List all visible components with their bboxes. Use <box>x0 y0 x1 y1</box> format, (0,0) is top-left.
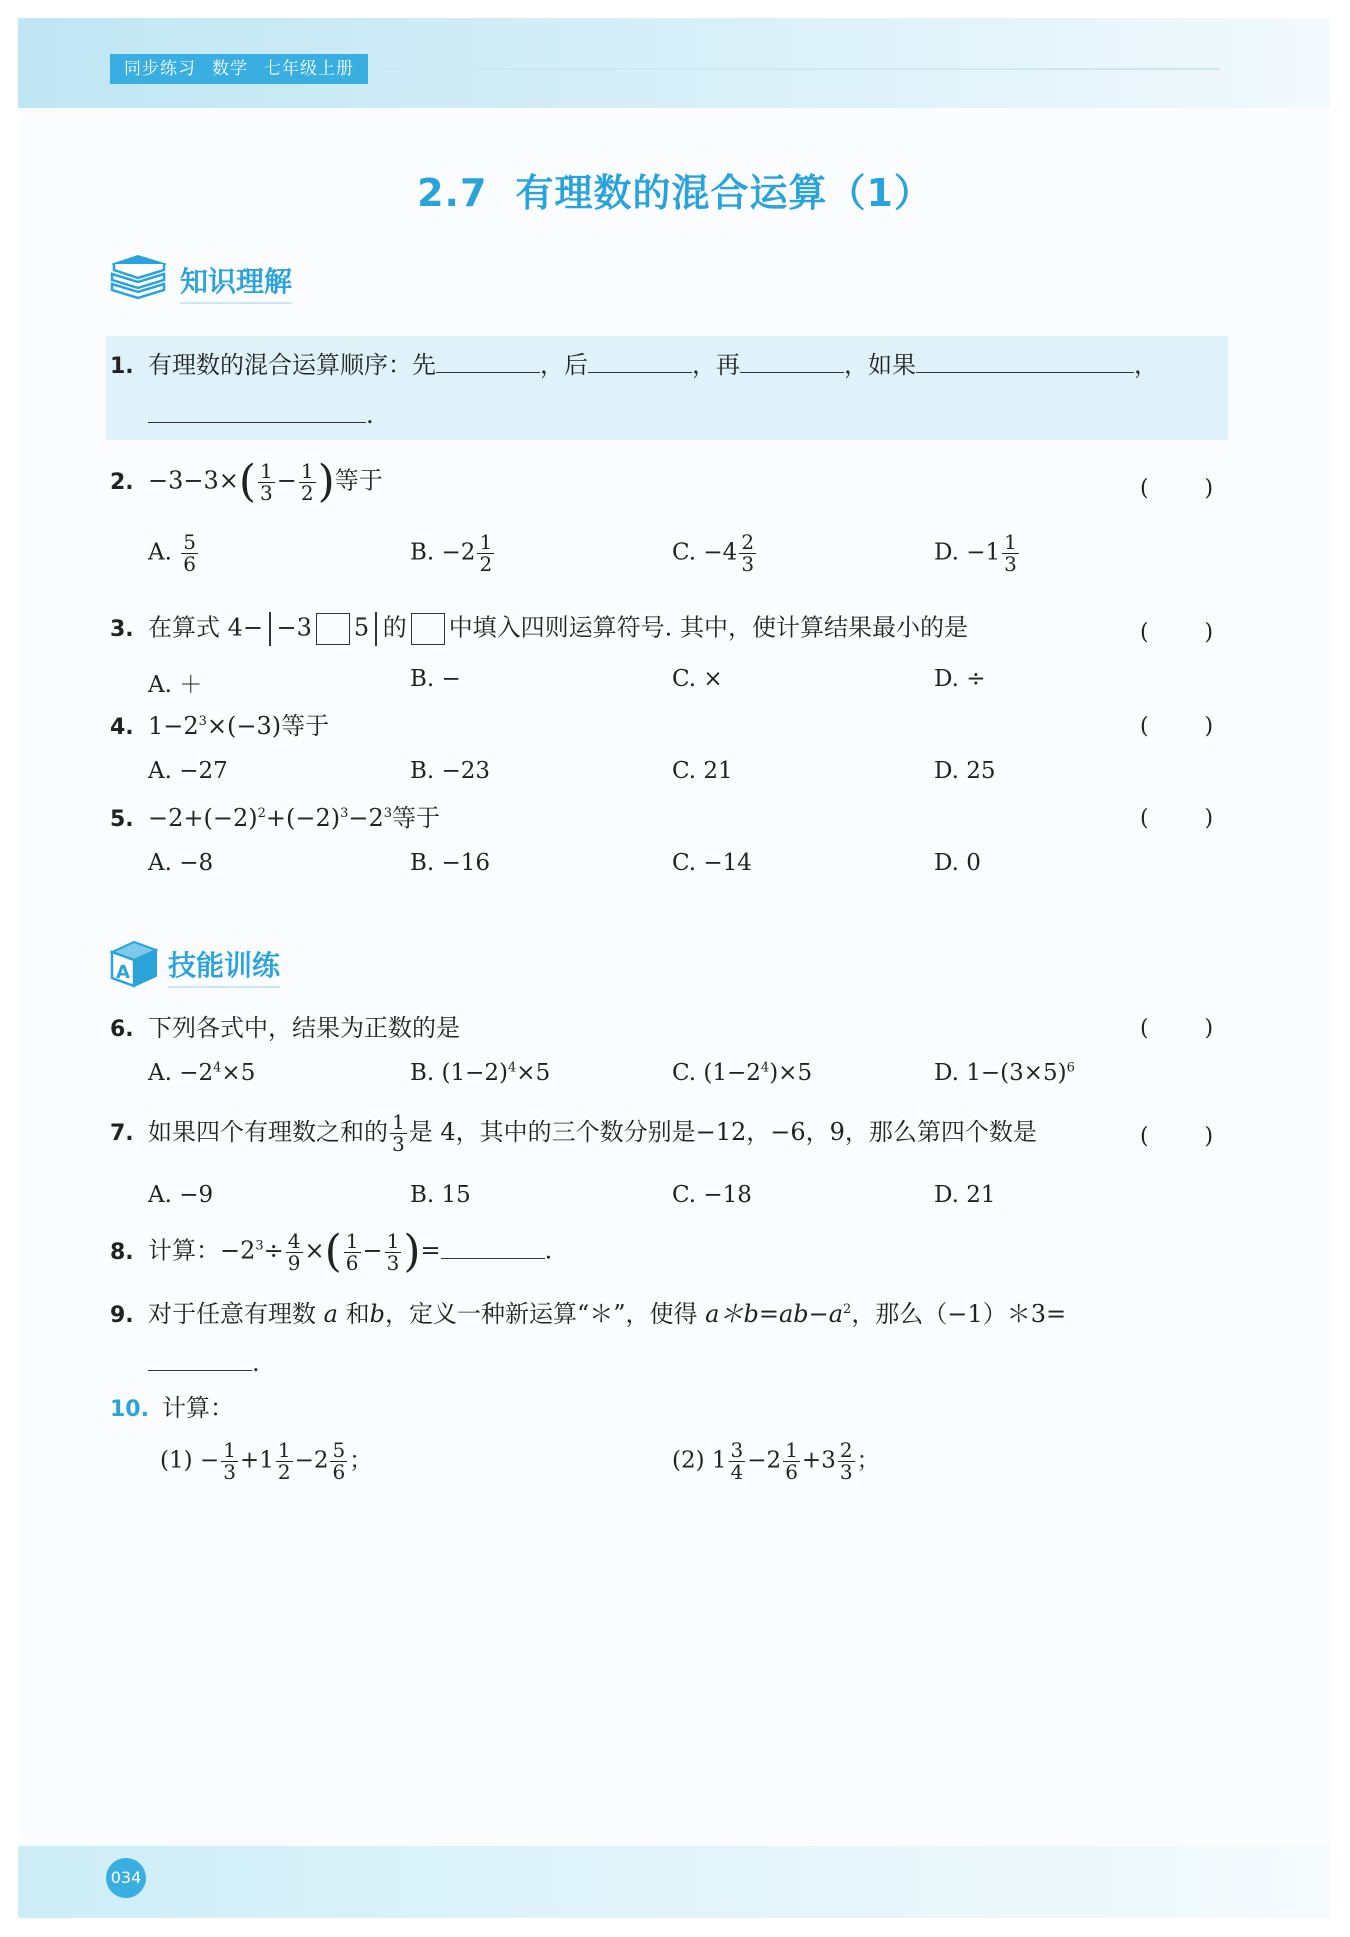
option-a[interactable] <box>148 1060 255 1086</box>
q8-op: = <box>420 1236 441 1265</box>
question-number: 1. <box>110 354 134 379</box>
whole-part: −4 <box>703 539 738 566</box>
exponent: 3 <box>255 1238 264 1254</box>
option-d[interactable] <box>934 1060 1075 1086</box>
option-c[interactable]: C. −18 <box>672 1182 752 1208</box>
numerator: 1 <box>392 1110 405 1134</box>
option-label: B. <box>410 539 435 566</box>
q3-mid: 的 <box>382 613 407 642</box>
answer-parentheses[interactable]: ( ) <box>1140 1124 1214 1149</box>
option-expr: ×5 <box>221 1060 256 1086</box>
numerator: 1 <box>345 1228 359 1253</box>
q9-text: ，定义一种新运算“＊”，使得 <box>384 1300 698 1328</box>
question-1 <box>110 350 1158 380</box>
question-number: 8. <box>110 1239 134 1265</box>
page-number: 034 <box>106 1858 146 1898</box>
denominator: 3 <box>260 480 273 505</box>
option-d[interactable]: D. 21 <box>934 1182 996 1208</box>
denominator: 4 <box>730 1460 744 1484</box>
part-expr: −2 <box>747 1447 782 1474</box>
denominator: 9 <box>287 1250 301 1275</box>
exponent: 4 <box>760 1060 770 1076</box>
q9-text: 对于任意有理数 <box>148 1300 316 1328</box>
q3-post: 中填入四则运算符号. 其中，使计算结果最小的是 <box>448 613 968 642</box>
numerator: 1 <box>300 458 314 483</box>
part-expr: −2 <box>294 1447 329 1474</box>
question-5 <box>110 804 440 833</box>
q6-text: 下列各式中，结果为正数的是 <box>148 1014 460 1042</box>
denominator: 2 <box>300 480 314 505</box>
question-number: 7. <box>110 1121 134 1146</box>
left-paren: ( <box>324 1226 342 1277</box>
denominator: 2 <box>479 552 493 576</box>
question-number: 6. <box>110 1017 134 1042</box>
fraction <box>739 532 756 575</box>
svg-text:A: A <box>116 962 130 983</box>
option-a[interactable]: A. −9 <box>148 1182 214 1208</box>
denominator: 3 <box>392 1132 405 1156</box>
problem-part-2 <box>672 1440 880 1483</box>
question-number: 3. <box>110 616 134 642</box>
exponent: 2 <box>843 1302 852 1317</box>
answer-parentheses[interactable]: ( ) <box>1140 620 1214 645</box>
option-b[interactable]: B. −16 <box>410 850 491 876</box>
left-paren: ( <box>238 456 257 507</box>
question-9-continued <box>148 1348 260 1378</box>
denominator: 2 <box>277 1460 291 1484</box>
fraction <box>221 1440 238 1483</box>
footer-band <box>18 1846 1330 1918</box>
option-expr: ×5 <box>516 1060 551 1086</box>
option-d[interactable]: D. 0 <box>934 850 981 876</box>
q9-expr: a＊b <box>705 1300 759 1328</box>
q4-expr-tail: ×(−3)等于 <box>206 712 330 740</box>
question-4 <box>110 712 329 741</box>
section-number: 2.7 <box>417 171 488 215</box>
numerator: 1 <box>1004 530 1017 554</box>
part-label: (2) <box>672 1447 705 1474</box>
answer-blank[interactable] <box>740 350 844 373</box>
q1-seg2: ，再 <box>692 351 740 379</box>
numerator: 1 <box>479 530 493 554</box>
numerator: 1 <box>785 1438 798 1462</box>
q3-term: 5 <box>353 613 370 642</box>
fraction <box>385 1228 402 1275</box>
option-expr: B. (1−2) <box>410 1060 509 1086</box>
part-end: ； <box>856 1447 880 1474</box>
option-b[interactable]: B. 15 <box>410 1182 471 1208</box>
page-title <box>0 162 1350 217</box>
fraction <box>299 458 316 505</box>
exponent: 3 <box>383 806 393 821</box>
q1-seg3: ，如果 <box>844 351 916 379</box>
q3-pre: 在算式 4− <box>148 613 264 642</box>
option-c[interactable]: C. × <box>672 666 723 692</box>
option-label: A. <box>148 539 172 566</box>
q8-op: × <box>304 1236 325 1265</box>
numerator: 1 <box>223 1438 236 1462</box>
q7-post: 是 4，其中的三个数分别是−12，−6，9，那么第四个数是 <box>408 1118 1037 1146</box>
denominator: 3 <box>1004 552 1017 576</box>
q2-tail: 等于 <box>334 466 383 495</box>
option-label: C. <box>672 539 697 566</box>
denominator: 3 <box>839 1460 853 1484</box>
fraction <box>783 1440 800 1483</box>
header-rule <box>380 68 1220 70</box>
q5-expr: +(−2) <box>265 804 341 832</box>
option-d[interactable]: D. ÷ <box>934 666 986 692</box>
numerator: 4 <box>287 1228 301 1253</box>
denominator: 3 <box>741 552 755 576</box>
option-a[interactable]: A. −8 <box>148 850 214 876</box>
question-6 <box>110 1014 460 1043</box>
question-9 <box>110 1300 1066 1329</box>
question-7 <box>110 1112 1037 1155</box>
q1-text: 有理数的混合运算顺序：先 <box>148 351 436 379</box>
answer-blank[interactable] <box>436 350 540 373</box>
denominator: 6 <box>332 1460 346 1484</box>
numerator: 1 <box>260 458 273 483</box>
answer-blank[interactable] <box>441 1236 545 1259</box>
question-number: 10. <box>110 1397 149 1422</box>
denominator: 6 <box>183 552 196 576</box>
q5-tail: 等于 <box>392 804 441 832</box>
operator-box[interactable] <box>316 613 350 645</box>
option-c[interactable] <box>672 1060 812 1086</box>
option-a[interactable] <box>148 532 200 575</box>
option-b[interactable]: B. −23 <box>410 758 491 784</box>
answer-parentheses[interactable]: ( ) <box>1140 806 1214 831</box>
header-tag-grade: 七年级上册 <box>264 59 354 79</box>
part-end: ； <box>349 1447 373 1474</box>
numerator: 5 <box>183 530 196 554</box>
section-understanding-label: 知识理解 <box>180 260 292 304</box>
option-c[interactable]: C. −14 <box>672 850 752 876</box>
section-title: 有理数的混合运算（1） <box>515 171 933 215</box>
option-b[interactable] <box>410 1060 550 1086</box>
q1-seg1: ，后 <box>540 351 588 379</box>
header-tag-subject: 数学 <box>212 59 248 79</box>
operator-box[interactable] <box>411 613 445 645</box>
fraction <box>181 532 198 575</box>
right-paren: ) <box>403 1226 421 1277</box>
exponent: 4 <box>213 1060 222 1076</box>
fraction <box>390 1112 407 1155</box>
option-c[interactable] <box>672 532 758 575</box>
answer-blank[interactable] <box>148 400 366 423</box>
section-skills-label: 技能训练 <box>168 944 280 988</box>
fraction <box>1002 532 1019 575</box>
fraction <box>477 532 494 575</box>
option-expr: )×5 <box>769 1060 813 1086</box>
question-number: 5. <box>110 807 134 832</box>
part-label: (1) <box>160 1447 193 1474</box>
part-expr: +1 <box>239 1447 274 1474</box>
q9-expr: ab−a <box>778 1300 844 1328</box>
books-icon <box>108 254 168 300</box>
abs-bar <box>269 612 271 646</box>
q10-text: 计算： <box>162 1394 234 1422</box>
question-10 <box>110 1394 234 1423</box>
answer-blank[interactable] <box>148 1348 252 1371</box>
answer-parentheses[interactable]: ( ) <box>1140 1016 1214 1041</box>
option-b[interactable]: B. − <box>410 666 461 692</box>
option-expr: D. 1−(3×5) <box>934 1060 1067 1086</box>
denominator: 6 <box>345 1250 359 1275</box>
numerator: 3 <box>730 1438 744 1462</box>
q8-expr: 计算：−2 <box>148 1236 256 1265</box>
option-a[interactable]: A. −27 <box>148 758 228 784</box>
q7-pre: 如果四个有理数之和的 <box>148 1118 388 1146</box>
option-c[interactable]: C. 21 <box>672 758 733 784</box>
fraction <box>276 1440 293 1483</box>
option-expr: A. −2 <box>148 1060 214 1086</box>
denominator: 3 <box>386 1250 400 1275</box>
q3-term: −3 <box>276 613 312 642</box>
option-d[interactable] <box>934 532 1021 575</box>
exponent: 6 <box>1066 1060 1075 1076</box>
fraction <box>258 458 275 505</box>
exponent: 2 <box>257 806 266 821</box>
q8-end: . <box>544 1236 553 1265</box>
fraction <box>729 1440 746 1483</box>
numerator: 5 <box>332 1438 346 1462</box>
question-1-continued <box>148 400 374 430</box>
q9-text: 和 <box>345 1300 370 1328</box>
letter-a-cube-icon <box>108 938 160 988</box>
variable: a <box>323 1300 338 1328</box>
denominator: 3 <box>223 1460 236 1484</box>
part-expr: +3 <box>801 1447 836 1474</box>
part-expr: − <box>199 1447 220 1474</box>
part-expr: 1 <box>711 1447 727 1474</box>
whole-part: −1 <box>966 539 1001 566</box>
question-3 <box>110 612 968 646</box>
q9-text: ，那么（−1）＊3= <box>851 1300 1067 1328</box>
q5-expr: −2 <box>348 804 384 832</box>
question-8 <box>110 1226 553 1277</box>
answer-blank[interactable] <box>588 350 692 373</box>
numerator: 2 <box>839 1438 853 1462</box>
option-label: D. <box>934 539 959 566</box>
exponent: 3 <box>340 806 349 821</box>
denominator: 6 <box>785 1460 798 1484</box>
q9-op: = <box>758 1300 779 1328</box>
numerator: 1 <box>277 1438 291 1462</box>
fraction <box>330 1440 347 1483</box>
exponent: 3 <box>198 714 207 729</box>
right-paren: ) <box>317 456 335 507</box>
question-2 <box>110 456 383 507</box>
q2-lead: −3−3× <box>148 466 239 495</box>
header-tag-series: 同步练习 <box>124 59 196 79</box>
exponent: 4 <box>508 1060 517 1076</box>
q9-end: . <box>252 1349 260 1377</box>
whole-part: −2 <box>441 539 476 566</box>
fraction <box>286 1228 303 1275</box>
answer-parentheses[interactable]: ( ) <box>1140 714 1214 739</box>
q4-expr: 1−2 <box>148 712 199 740</box>
option-a[interactable]: A. ＋ <box>148 672 203 698</box>
q2-minus: − <box>276 466 297 495</box>
q5-expr: −2+(−2) <box>148 804 258 832</box>
q1-seg4: ， <box>1134 351 1158 379</box>
fraction <box>838 1440 855 1483</box>
option-expr: C. (1−2 <box>672 1060 761 1086</box>
header-tag <box>110 54 368 84</box>
answer-blank[interactable] <box>916 350 1134 373</box>
q1-end: . <box>366 401 374 429</box>
option-d[interactable]: D. 25 <box>934 758 996 784</box>
question-number: 9. <box>110 1303 134 1328</box>
variable: b <box>369 1300 385 1328</box>
question-number: 4. <box>110 715 134 740</box>
option-b[interactable] <box>410 532 496 575</box>
numerator: 2 <box>741 530 755 554</box>
numerator: 1 <box>386 1228 400 1253</box>
q8-op: ÷ <box>263 1236 284 1265</box>
answer-parentheses[interactable]: ( ) <box>1140 476 1214 501</box>
problem-part-1 <box>160 1440 372 1483</box>
question-number: 2. <box>110 469 134 495</box>
q8-op: − <box>362 1236 383 1265</box>
abs-bar <box>375 612 377 646</box>
fraction <box>344 1228 361 1275</box>
